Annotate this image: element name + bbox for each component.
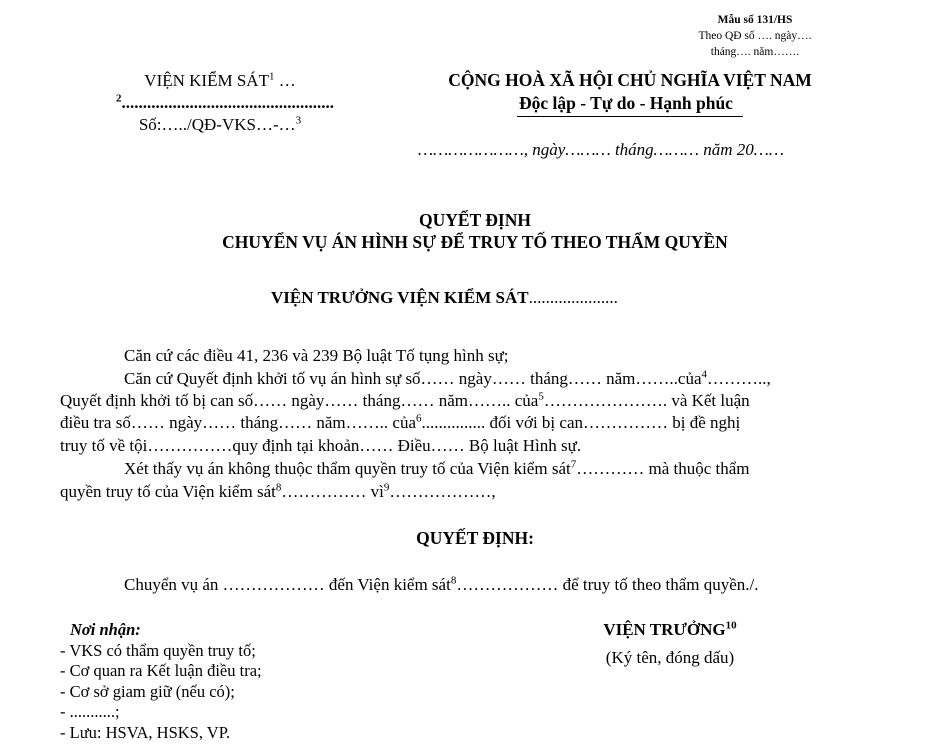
agency-block — [60, 70, 380, 136]
date-line: …………………, ngày……… tháng……… năm 20…… — [418, 140, 785, 159]
recipients-block — [60, 620, 262, 743]
form-code-block — [660, 12, 850, 60]
signature-block — [560, 619, 780, 669]
recipient-item: - Cơ sở giam giữ (nếu có); — [60, 681, 235, 701]
decision-number: Số:…../QĐ-VKS…-…$^3$ — [138, 114, 302, 134]
agency-name: VIỆN KIỂM SÁT$^1$ … — [144, 70, 296, 90]
signature-title: VIỆN TRƯỞNG$^{10}$ — [603, 619, 737, 639]
nation-title: CỘNG HOÀ XÃ HỘI CHỦ NGHĨA VIỆT NAM — [448, 70, 812, 90]
resolution-text: Chuyển vụ án ……………… đến Viện kiểm sát$^8$……………… để truy tố theo thẩm quyền./. — [124, 574, 759, 594]
decision-subtitle: CHUYỂN VỤ ÁN HÌNH SỰ ĐỂ TRUY TỐ THEO THẨM QUYỀN — [222, 232, 728, 252]
body-para-2-line-4: truy tố về tội……………quy định tại khoản…… Điều…… Bộ luật Hình sự. — [60, 436, 582, 455]
recipient-item: - ...........; — [60, 702, 120, 721]
recipient-item: - VKS có thẩm quyền truy tố; — [60, 640, 256, 660]
form-code-line2: tháng…. năm……. — [710, 46, 800, 58]
decision-title: QUYẾT ĐỊNH — [419, 210, 531, 230]
nation-motto: Độc lập - Tự do - Hạnh phúc — [517, 92, 743, 117]
recipient-item: - Cơ quan ra Kết luận điều tra; — [60, 661, 262, 680]
body-para-3-line-1: Xét thấy vụ án không thuộc thẩm quyền truy tố của Viện kiểm sát$^7$………… mà thuộc thẩm — [124, 458, 750, 478]
body-para-2-line-3: điều tra số…… ngày…… tháng…… năm…….. của$^6$............... đối với bị can…………… bị đề nghị — [60, 412, 741, 432]
body-para-3-line-2: quyền truy tố của Viện kiểm sát$^8$…………… $vì^9\dots\dots\dots\dots\dots\dots$, — [60, 481, 496, 501]
authority-line: VIỆN TRƯỞNG VIỆN KIỂM SÁT..................... — [271, 288, 618, 307]
resolution-heading: QUYẾT ĐỊNH: — [416, 528, 534, 548]
recipient-item: - Lưu: HSVA, HSKS, VP. — [60, 722, 231, 742]
agency-subunit: $^2$.................................................. — [116, 92, 334, 112]
signature-note: (Ký tên, đóng dấu) — [605, 648, 735, 667]
body-para-2-line-2: Quyết định khởi tố bị can số…… ngày…… tháng…… năm…….. của$^5$…………………. và Kết luận — [60, 390, 750, 410]
form-code-line1: Theo QĐ số …. ngày…. — [698, 30, 812, 42]
recipients-heading: Nơi nhận: — [70, 620, 141, 639]
form-code-title: Mẫu số 131/HS — [717, 14, 793, 26]
nation-block — [400, 68, 860, 117]
body-para-2-line-1: Căn cứ Quyết định khởi tố vụ án hình sự số…… ngày…… tháng…… năm……..của$^4$……….., — [124, 368, 771, 388]
body-para-1: Căn cứ các điều 41, 236 và 239 Bộ luật Tố tụng hình sự; — [124, 346, 509, 365]
